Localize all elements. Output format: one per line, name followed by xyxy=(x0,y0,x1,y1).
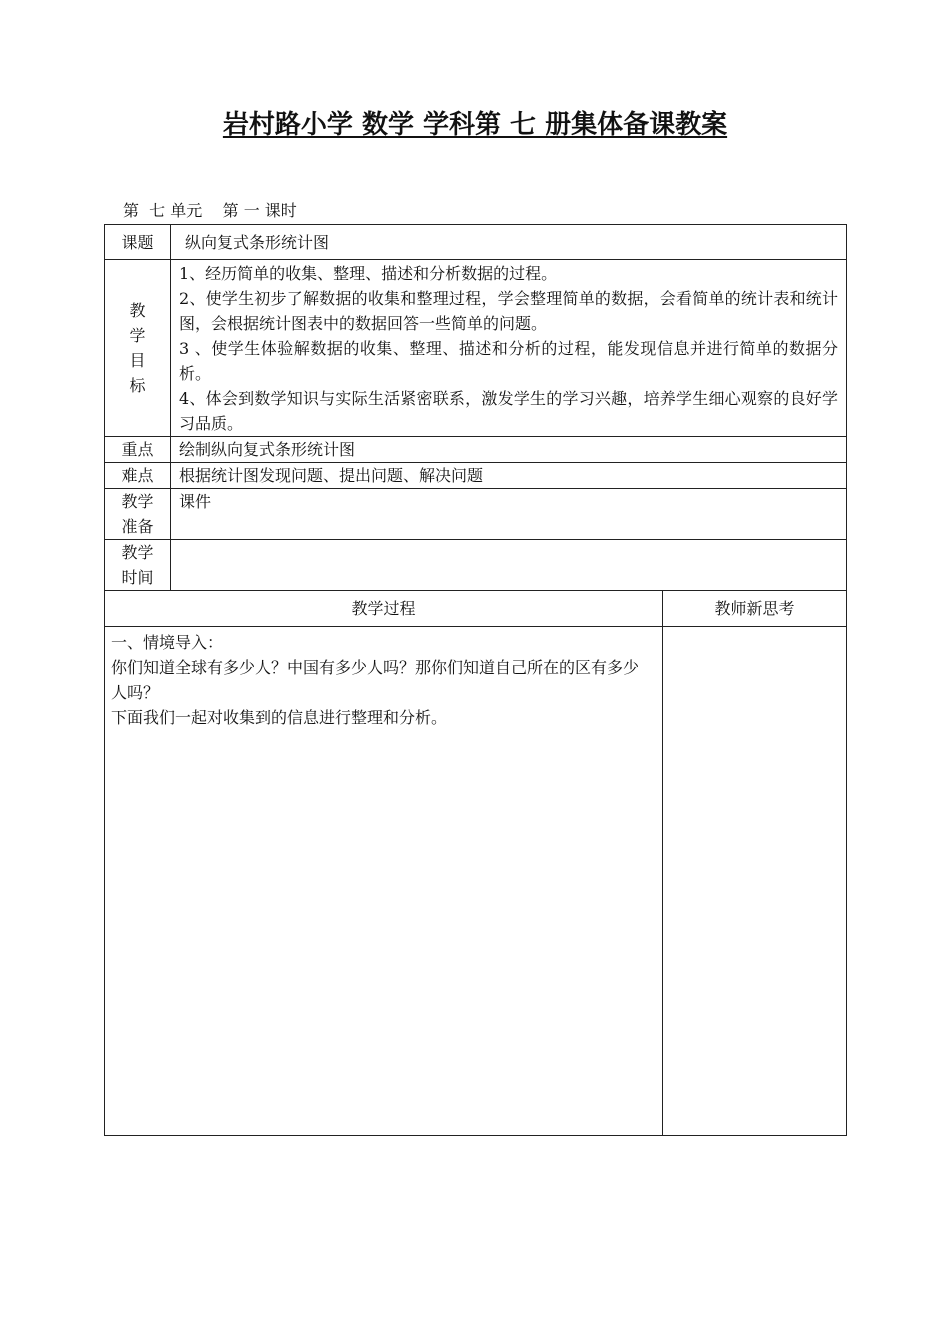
difficulty-label: 难点 xyxy=(105,463,171,489)
lesson-plan-table xyxy=(104,224,847,1136)
process-line: 下面我们一起对收集到的信息进行整理和分析。 xyxy=(111,708,448,727)
preparation-row xyxy=(105,489,847,540)
objectives-label-char: 学 xyxy=(129,326,146,345)
time-label-line: 时间 xyxy=(121,568,154,587)
objectives-label-char: 目 xyxy=(129,351,146,370)
preparation-label xyxy=(105,489,171,540)
topic-row xyxy=(105,225,847,260)
objective-item: 3 、使学生体验解数据的收集、整理、描述和分析的过程，能发现信息并进行简单的数据分析。 xyxy=(179,339,839,383)
document-title: 岩村路小学 数学 学科第 七 册集体备课教案 xyxy=(222,110,728,140)
reflection-header: 教师新思考 xyxy=(663,591,847,627)
preparation-label-line: 准备 xyxy=(121,517,154,536)
time-label xyxy=(105,540,171,591)
unit-lesson-line: 第 七 单元 第 一 课时 xyxy=(123,201,297,220)
process-header: 教学过程 xyxy=(105,591,663,627)
process-header-row xyxy=(105,591,847,627)
process-content xyxy=(105,627,663,1136)
process-line: 一、情境导入： xyxy=(111,633,224,652)
objectives-label xyxy=(105,260,171,437)
objectives-row xyxy=(105,260,847,437)
objectives-label-char: 教 xyxy=(129,301,146,320)
process-body-row xyxy=(105,627,847,1136)
process-line: 你们知道全球有多少人？中国有多少人吗？那你们知道自己所在的区有多少人吗？ xyxy=(111,658,640,702)
objectives-label-char: 标 xyxy=(129,376,146,395)
topic-label: 课题 xyxy=(105,225,171,260)
objective-item: 1、经历简单的收集、整理、描述和分析数据的过程。 xyxy=(179,264,558,283)
key-point-value: 绘制纵向复式条形统计图 xyxy=(171,437,847,463)
time-value xyxy=(171,540,847,591)
time-label-line: 教学 xyxy=(121,543,154,562)
preparation-value: 课件 xyxy=(171,489,847,540)
reflection-content xyxy=(663,627,847,1136)
key-point-label: 重点 xyxy=(105,437,171,463)
objective-item: 2、使学生初步了解数据的收集和整理过程，学会整理简单的数据，会看简单的统计表和统计图，会根据统计图表中的数据回答一些简单的问题。 xyxy=(179,289,839,333)
objective-item: 4、体会到数学知识与实际生活紧密联系，激发学生的学习兴趣，培养学生细心观察的良好学习品质。 xyxy=(179,389,839,433)
objectives-list xyxy=(171,260,847,437)
time-row xyxy=(105,540,847,591)
preparation-label-line: 教学 xyxy=(121,492,154,511)
difficulty-value: 根据统计图发现问题、提出问题、解决问题 xyxy=(171,463,847,489)
difficulty-row xyxy=(105,463,847,489)
topic-value: 纵向复式条形统计图 xyxy=(171,225,847,260)
key-point-row xyxy=(105,437,847,463)
